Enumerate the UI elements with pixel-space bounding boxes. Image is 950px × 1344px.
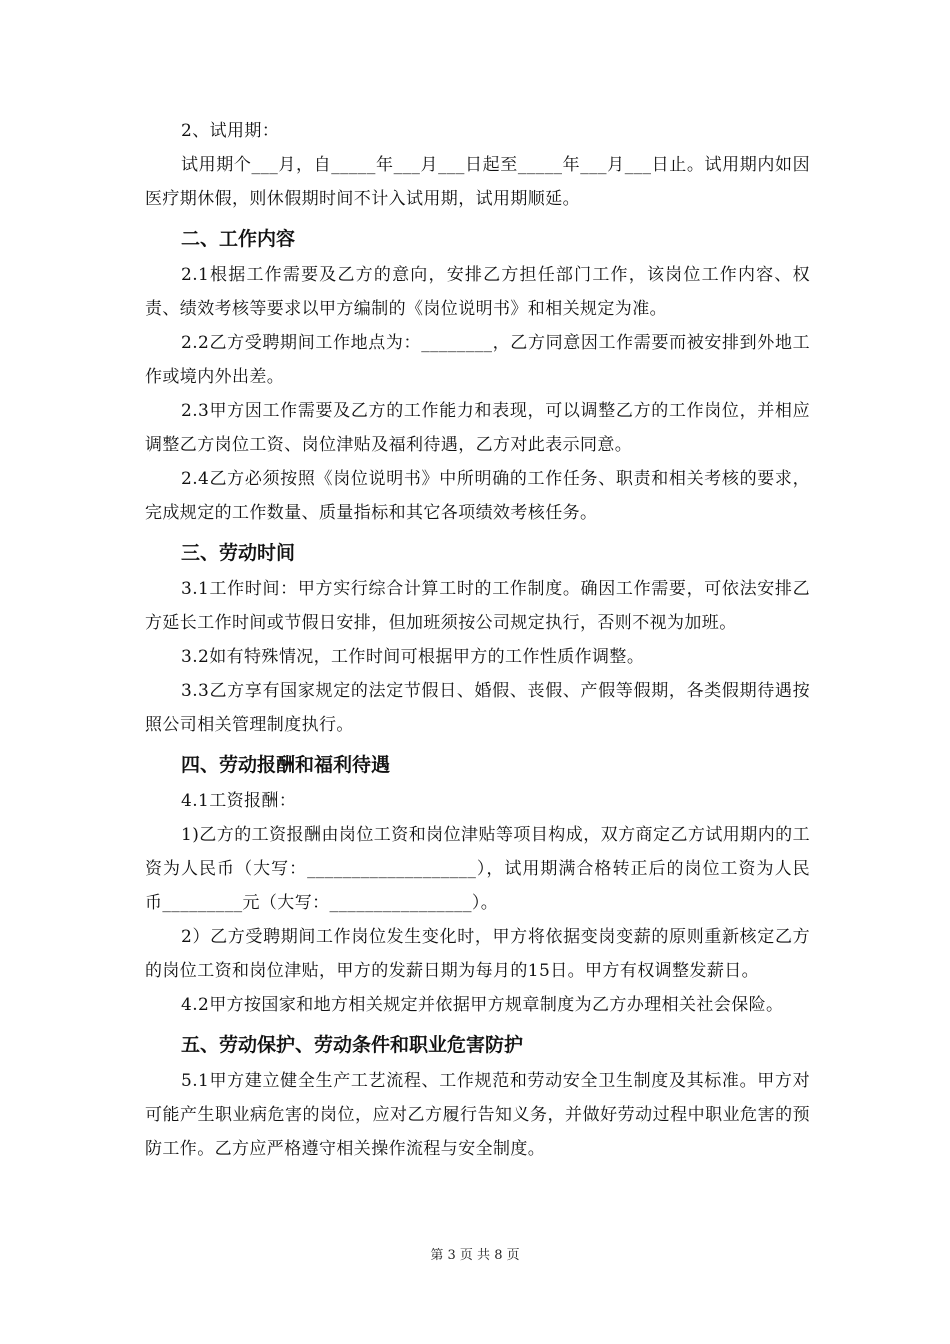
page-number: 第 3 页 共 8 页 bbox=[430, 1248, 520, 1263]
clause-4-1: 4.1工资报酬： bbox=[181, 791, 297, 811]
document-body bbox=[145, 114, 810, 1166]
clause-5-1: 5.1甲方建立健全生产工艺流程、工作规范和劳动安全卫生制度及其标准。甲方对可能产生职业病危害的岗位，应对乙方履行告知义务，并做好劳动过程中职业危害的预防工作。乙方应严格遵守相关操作流程与安全制度。 bbox=[145, 1071, 810, 1159]
section-heading-labor-protection: 五、劳动保护、劳动条件和职业危害防护 bbox=[181, 1034, 524, 1056]
trial-period-text: 试用期个___月，自_____年___月___日起至_____年___月___日止。试用期内如因医疗期休假，则休假期时间不计入试用期，试用期顺延。 bbox=[145, 155, 810, 209]
clause-3-3: 3.3乙方享有国家规定的法定节假日、婚假、丧假、产假等假期，各类假期待遇按照公司相关管理制度执行。 bbox=[145, 681, 810, 735]
section-heading-remuneration: 四、劳动报酬和福利待遇 bbox=[181, 754, 391, 776]
clause-2-3: 2.3甲方因工作需要及乙方的工作能力和表现，可以调整乙方的工作岗位，并相应调整乙方岗位工资、岗位津贴及福利待遇，乙方对此表示同意。 bbox=[145, 401, 810, 455]
clause-4-2: 4.2甲方按国家和地方相关规定并依据甲方规章制度为乙方办理相关社会保险。 bbox=[181, 995, 784, 1015]
clause-4-1-1: 1)乙方的工资报酬由岗位工资和岗位津贴等项目构成，双方商定乙方试用期内的工资为人民币（大写：___________________），试用期满合格转正后的岗位工资为人民币_________元（大写：________________）。 bbox=[145, 825, 810, 913]
clause-2-4: 2.4乙方必须按照《岗位说明书》中所明确的工作任务、职责和相关考核的要求，完成规定的工作数量、质量指标和其它各项绩效考核任务。 bbox=[145, 469, 810, 523]
clause-2-2: 2.2乙方受聘期间工作地点为：________，乙方同意因工作需要而被安排到外地工作或境内外出差。 bbox=[145, 333, 810, 387]
section-heading-work-content: 二、工作内容 bbox=[181, 228, 296, 250]
section-heading-working-hours: 三、劳动时间 bbox=[181, 542, 296, 564]
trial-period-title: 2、试用期： bbox=[181, 121, 280, 141]
clause-2-1: 2.1根据工作需要及乙方的意向，安排乙方担任部门工作，该岗位工作内容、权责、绩效考核等要求以甲方编制的《岗位说明书》和相关规定为准。 bbox=[145, 265, 810, 319]
clause-3-2: 3.2如有特殊情况，工作时间可根据甲方的工作性质作调整。 bbox=[181, 647, 645, 667]
clause-3-1: 3.1工作时间：甲方实行综合计算工时的工作制度。确因工作需要，可依法安排乙方延长工作时间或节假日安排，但加班须按公司规定执行，否则不视为加班。 bbox=[145, 579, 810, 633]
clause-4-1-2: 2）乙方受聘期间工作岗位发生变化时，甲方将依据变岗变薪的原则重新核定乙方的岗位工资和岗位津贴，甲方的发薪日期为每月的15日。甲方有权调整发薪日。 bbox=[145, 927, 810, 981]
